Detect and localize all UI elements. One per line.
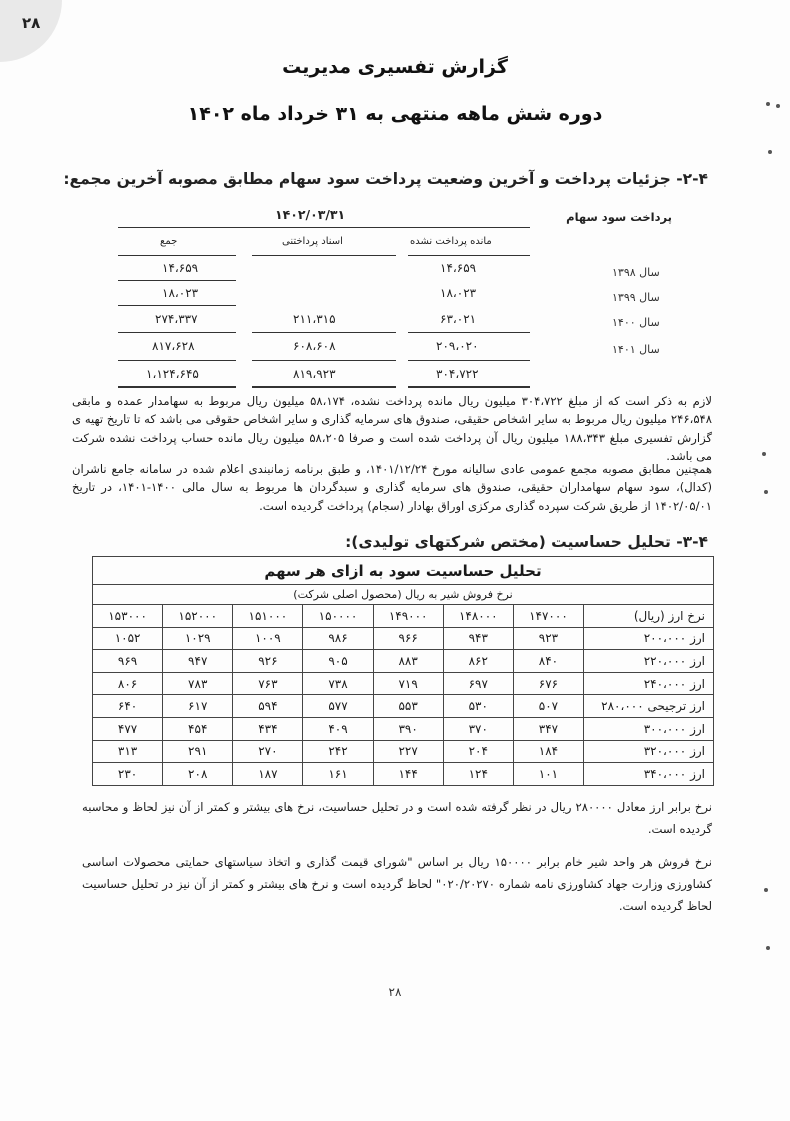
table-row xyxy=(93,627,714,650)
cell-payable: ۶۰۸،۶۰۸ xyxy=(293,339,336,353)
dividend-note-paragraph: لازم به ذکر است که از مبلغ ۳۰۴،۷۲۲ میلیون ریال مانده پرداخت نشده، ۵۸،۱۷۴ میلیون ریال مربوط به سهامدار عمده و مابقی ۲۴۶،۵۴۸ میلیون ریال مربوط به سایر اشخاص حقیقی، صندوق های سرمایه گذاری و سایر اشخاص حقوقی می باشد که تا تاریخ تهیه ی گزارش تفسیری مبلغ ۱۸۸،۳۴۳ میلیون ریال آن پرداخت شده است و صرفا ۵۸،۲۰۵ میلیون ریال مانده حساب پرداخت نشده شرکت می باشد. xyxy=(72,394,712,464)
header-rule-payable xyxy=(252,255,396,256)
sensitivity-title-row xyxy=(93,557,714,585)
eps-cell: ۴۳۴ xyxy=(233,717,303,740)
dividend-section-heading: ۲-۴- جزئیات پرداخت و آخرین وضعیت پرداخت سود سهام مطابق مصوبه آخرین مجمع: xyxy=(63,170,708,188)
cell-total: ۸۱۷،۶۲۸ xyxy=(152,339,195,353)
row-rule xyxy=(408,332,530,333)
rate-label: ارز ترجیحی ۲۸۰،۰۰۰ xyxy=(584,695,714,718)
scan-speck xyxy=(764,888,768,892)
table-row xyxy=(93,717,714,740)
eps-cell: ۶۴۰ xyxy=(93,695,163,718)
exchange-rate-note: نرخ برابر ارز معادل ۲۸۰۰۰۰ ریال در نظر گرفته شده است و در تحلیل حساسیت، نرخ های بیشتر و کمتر از آن نیز لحاظ و محاسبه گردیده است. xyxy=(82,800,712,836)
eps-cell: ۵۵۳ xyxy=(373,695,443,718)
col-header-payable: اسناد پرداختنی xyxy=(282,236,343,247)
rate-label: ارز ۲۴۰،۰۰۰ xyxy=(584,672,714,695)
eps-cell: ۷۸۳ xyxy=(163,672,233,695)
price-header: ۱۵۱۰۰۰ xyxy=(233,605,303,628)
eps-cell: ۴۵۴ xyxy=(163,717,233,740)
cell-unpaid: ۱۸،۰۲۳ xyxy=(440,286,477,300)
year-label: سال ۱۳۹۸ xyxy=(612,266,660,279)
scan-speck xyxy=(766,102,770,106)
corner-page-number: ۲۸ xyxy=(22,14,41,32)
rate-label: ارز ۲۰۰،۰۰۰ xyxy=(584,627,714,650)
eps-cell: ۳۷۰ xyxy=(443,717,513,740)
eps-cell: ۶۹۷ xyxy=(443,672,513,695)
table-row xyxy=(93,672,714,695)
sensitivity-section-heading: ۳-۴- تحلیل حساسیت (مختص شرکتهای تولیدی): xyxy=(345,533,708,551)
double-rule xyxy=(252,386,396,388)
dividend-label: پرداخت سود سهام xyxy=(566,210,672,224)
double-rule xyxy=(408,386,530,388)
eps-cell: ۸۴۰ xyxy=(513,650,583,673)
year-label: سال ۱۴۰۱ xyxy=(612,343,660,356)
eps-cell: ۱۲۴ xyxy=(443,763,513,786)
corner-label: نرخ ارز (ریال) xyxy=(584,605,714,628)
eps-cell: ۲۷۰ xyxy=(233,740,303,763)
eps-cell: ۹۶۶ xyxy=(373,627,443,650)
eps-cell: ۵۷۷ xyxy=(303,695,373,718)
eps-cell: ۲۰۴ xyxy=(443,740,513,763)
eps-cell: ۳۱۳ xyxy=(93,740,163,763)
cell-unpaid: ۲۰۹،۰۲۰ xyxy=(436,339,479,353)
sensitivity-table-title: تحلیل حساسیت سود به ازای هر سهم xyxy=(93,557,714,585)
report-period: دوره شش ماهه منتهی به ۳۱ خرداد ماه ۱۴۰۲ xyxy=(187,103,603,125)
milk-price-note: نرخ فروش هر واحد شیر خام برابر ۱۵۰۰۰۰ ریال بر اساس "شورای قیمت گذاری و اتخاذ سیاستهای حمایتی محصولات اساسی کشاورزی وزارت جهاد کشاورزی نامه شماره ۰۲۰/۲۰۲۷۰" لحاظ گردیده است و نرخ های بیشتر و کمتر از آن نیز در تحلیل حساسیت لحاظ گردیده است. xyxy=(82,855,713,913)
page-corner-tab xyxy=(0,0,62,62)
cell-total: ۲۷۴،۳۳۷ xyxy=(155,312,198,326)
cell-total: ۱۴،۶۵۹ xyxy=(162,261,199,275)
eps-cell: ۹۰۵ xyxy=(303,650,373,673)
report-title: گزارش تفسیری مدیریت xyxy=(282,56,508,78)
row-rule xyxy=(118,360,236,361)
rate-label: ارز ۳۰۰،۰۰۰ xyxy=(584,717,714,740)
eps-cell: ۱۰۱ xyxy=(513,763,583,786)
eps-cell: ۲۲۷ xyxy=(373,740,443,763)
year-label: سال ۱۳۹۹ xyxy=(612,291,660,304)
eps-cell: ۱۰۰۹ xyxy=(233,627,303,650)
eps-cell: ۵۰۷ xyxy=(513,695,583,718)
price-header: ۱۵۲۰۰۰ xyxy=(163,605,233,628)
row-rule xyxy=(252,332,396,333)
table-row xyxy=(93,763,714,786)
eps-cell: ۶۱۷ xyxy=(163,695,233,718)
cell-payable: ۲۱۱،۳۱۵ xyxy=(293,312,336,326)
eps-cell: ۱۰۲۹ xyxy=(163,627,233,650)
rate-label: ارز ۳۴۰،۰۰۰ xyxy=(584,763,714,786)
eps-cell: ۴۰۹ xyxy=(303,717,373,740)
cell-unpaid: ۱۴،۶۵۹ xyxy=(440,261,477,275)
eps-cell: ۱۴۴ xyxy=(373,763,443,786)
eps-cell: ۴۷۷ xyxy=(93,717,163,740)
eps-cell: ۲۰۸ xyxy=(163,763,233,786)
row-rule xyxy=(118,280,236,281)
eps-cell: ۵۳۰ xyxy=(443,695,513,718)
scan-speck xyxy=(776,104,780,108)
sensitivity-subtitle: نرخ فروش شیر به ریال (محصول اصلی شرکت) xyxy=(93,585,714,605)
sensitivity-subtitle-row xyxy=(93,585,714,605)
price-header: ۱۵۰۰۰۰ xyxy=(303,605,373,628)
eps-cell: ۹۴۷ xyxy=(163,650,233,673)
eps-cell: ۲۹۱ xyxy=(163,740,233,763)
total-sum: ۱،۱۲۴،۶۴۵ xyxy=(146,367,199,381)
price-header: ۱۵۳۰۰۰ xyxy=(93,605,163,628)
eps-cell: ۲۳۰ xyxy=(93,763,163,786)
eps-cell: ۲۴۲ xyxy=(303,740,373,763)
rate-label: ارز ۲۲۰،۰۰۰ xyxy=(584,650,714,673)
eps-cell: ۹۲۳ xyxy=(513,627,583,650)
col-header-unpaid: مانده پرداخت نشده xyxy=(410,236,492,247)
table-row xyxy=(93,650,714,673)
eps-cell: ۳۹۰ xyxy=(373,717,443,740)
price-header: ۱۴۹۰۰۰ xyxy=(373,605,443,628)
header-rule-total xyxy=(118,255,236,256)
row-rule xyxy=(118,332,236,333)
eps-cell: ۷۱۹ xyxy=(373,672,443,695)
scan-speck xyxy=(768,150,772,154)
table-row xyxy=(93,695,714,718)
year-label: سال ۱۴۰۰ xyxy=(612,316,660,329)
eps-cell: ۱۶۱ xyxy=(303,763,373,786)
row-rule xyxy=(252,360,396,361)
row-rule xyxy=(118,305,236,306)
cell-unpaid: ۶۳،۰۲۱ xyxy=(440,312,477,326)
eps-cell: ۹۸۶ xyxy=(303,627,373,650)
row-rule xyxy=(408,360,530,361)
eps-cell: ۷۶۳ xyxy=(233,672,303,695)
eps-cell: ۱۸۴ xyxy=(513,740,583,763)
eps-cell: ۳۴۷ xyxy=(513,717,583,740)
eps-cell: ۹۲۶ xyxy=(233,650,303,673)
price-header: ۱۴۸۰۰۰ xyxy=(443,605,513,628)
double-rule xyxy=(118,386,236,388)
cell-total: ۱۸،۰۲۳ xyxy=(162,286,199,300)
sensitivity-table xyxy=(92,556,714,786)
eps-cell: ۱۰۵۲ xyxy=(93,627,163,650)
price-header-row xyxy=(93,605,714,628)
rate-label: ارز ۳۲۰،۰۰۰ xyxy=(584,740,714,763)
header-rule-unpaid xyxy=(408,255,530,256)
page-number: ۲۸ xyxy=(388,985,402,999)
scan-speck xyxy=(764,490,768,494)
eps-cell: ۵۹۴ xyxy=(233,695,303,718)
scan-speck xyxy=(766,946,770,950)
dividend-payment-paragraph: همچنین مطابق مصوبه مجمع عمومی عادی سالیانه مورخ ۱۴۰۱/۱۲/۲۴، و طبق برنامه زمانبندی اعلام شده در سامانه جامع ناشران (کدال)، سود سهام سهامداران حقیقی، صندوق های سرمایه گذاری و سبدگردان ها مربوط به سال مالی ۱۴۰۰-۱۴۰۱، در تاریخ ۱۴۰۲/۰۵/۰۱ از طریق شرکت سپرده گذاری مرکزی اوراق بهادار (سجام) پرداخت گردیده است. xyxy=(72,462,712,513)
eps-cell: ۹۶۹ xyxy=(93,650,163,673)
eps-cell: ۷۳۸ xyxy=(303,672,373,695)
total-payable: ۸۱۹،۹۲۳ xyxy=(293,367,336,381)
eps-cell: ۶۷۶ xyxy=(513,672,583,695)
eps-cell: ۸۰۶ xyxy=(93,672,163,695)
eps-cell: ۸۸۳ xyxy=(373,650,443,673)
dividend-date: ۱۴۰۲/۰۳/۳۱ xyxy=(275,207,346,222)
price-header: ۱۴۷۰۰۰ xyxy=(513,605,583,628)
eps-cell: ۱۸۷ xyxy=(233,763,303,786)
eps-cell: ۸۶۲ xyxy=(443,650,513,673)
scan-speck xyxy=(762,452,766,456)
eps-cell: ۹۴۳ xyxy=(443,627,513,650)
table-top-rule xyxy=(118,227,530,228)
total-unpaid: ۳۰۴،۷۲۲ xyxy=(436,367,479,381)
table-row xyxy=(93,740,714,763)
col-header-total: جمع xyxy=(160,236,178,247)
